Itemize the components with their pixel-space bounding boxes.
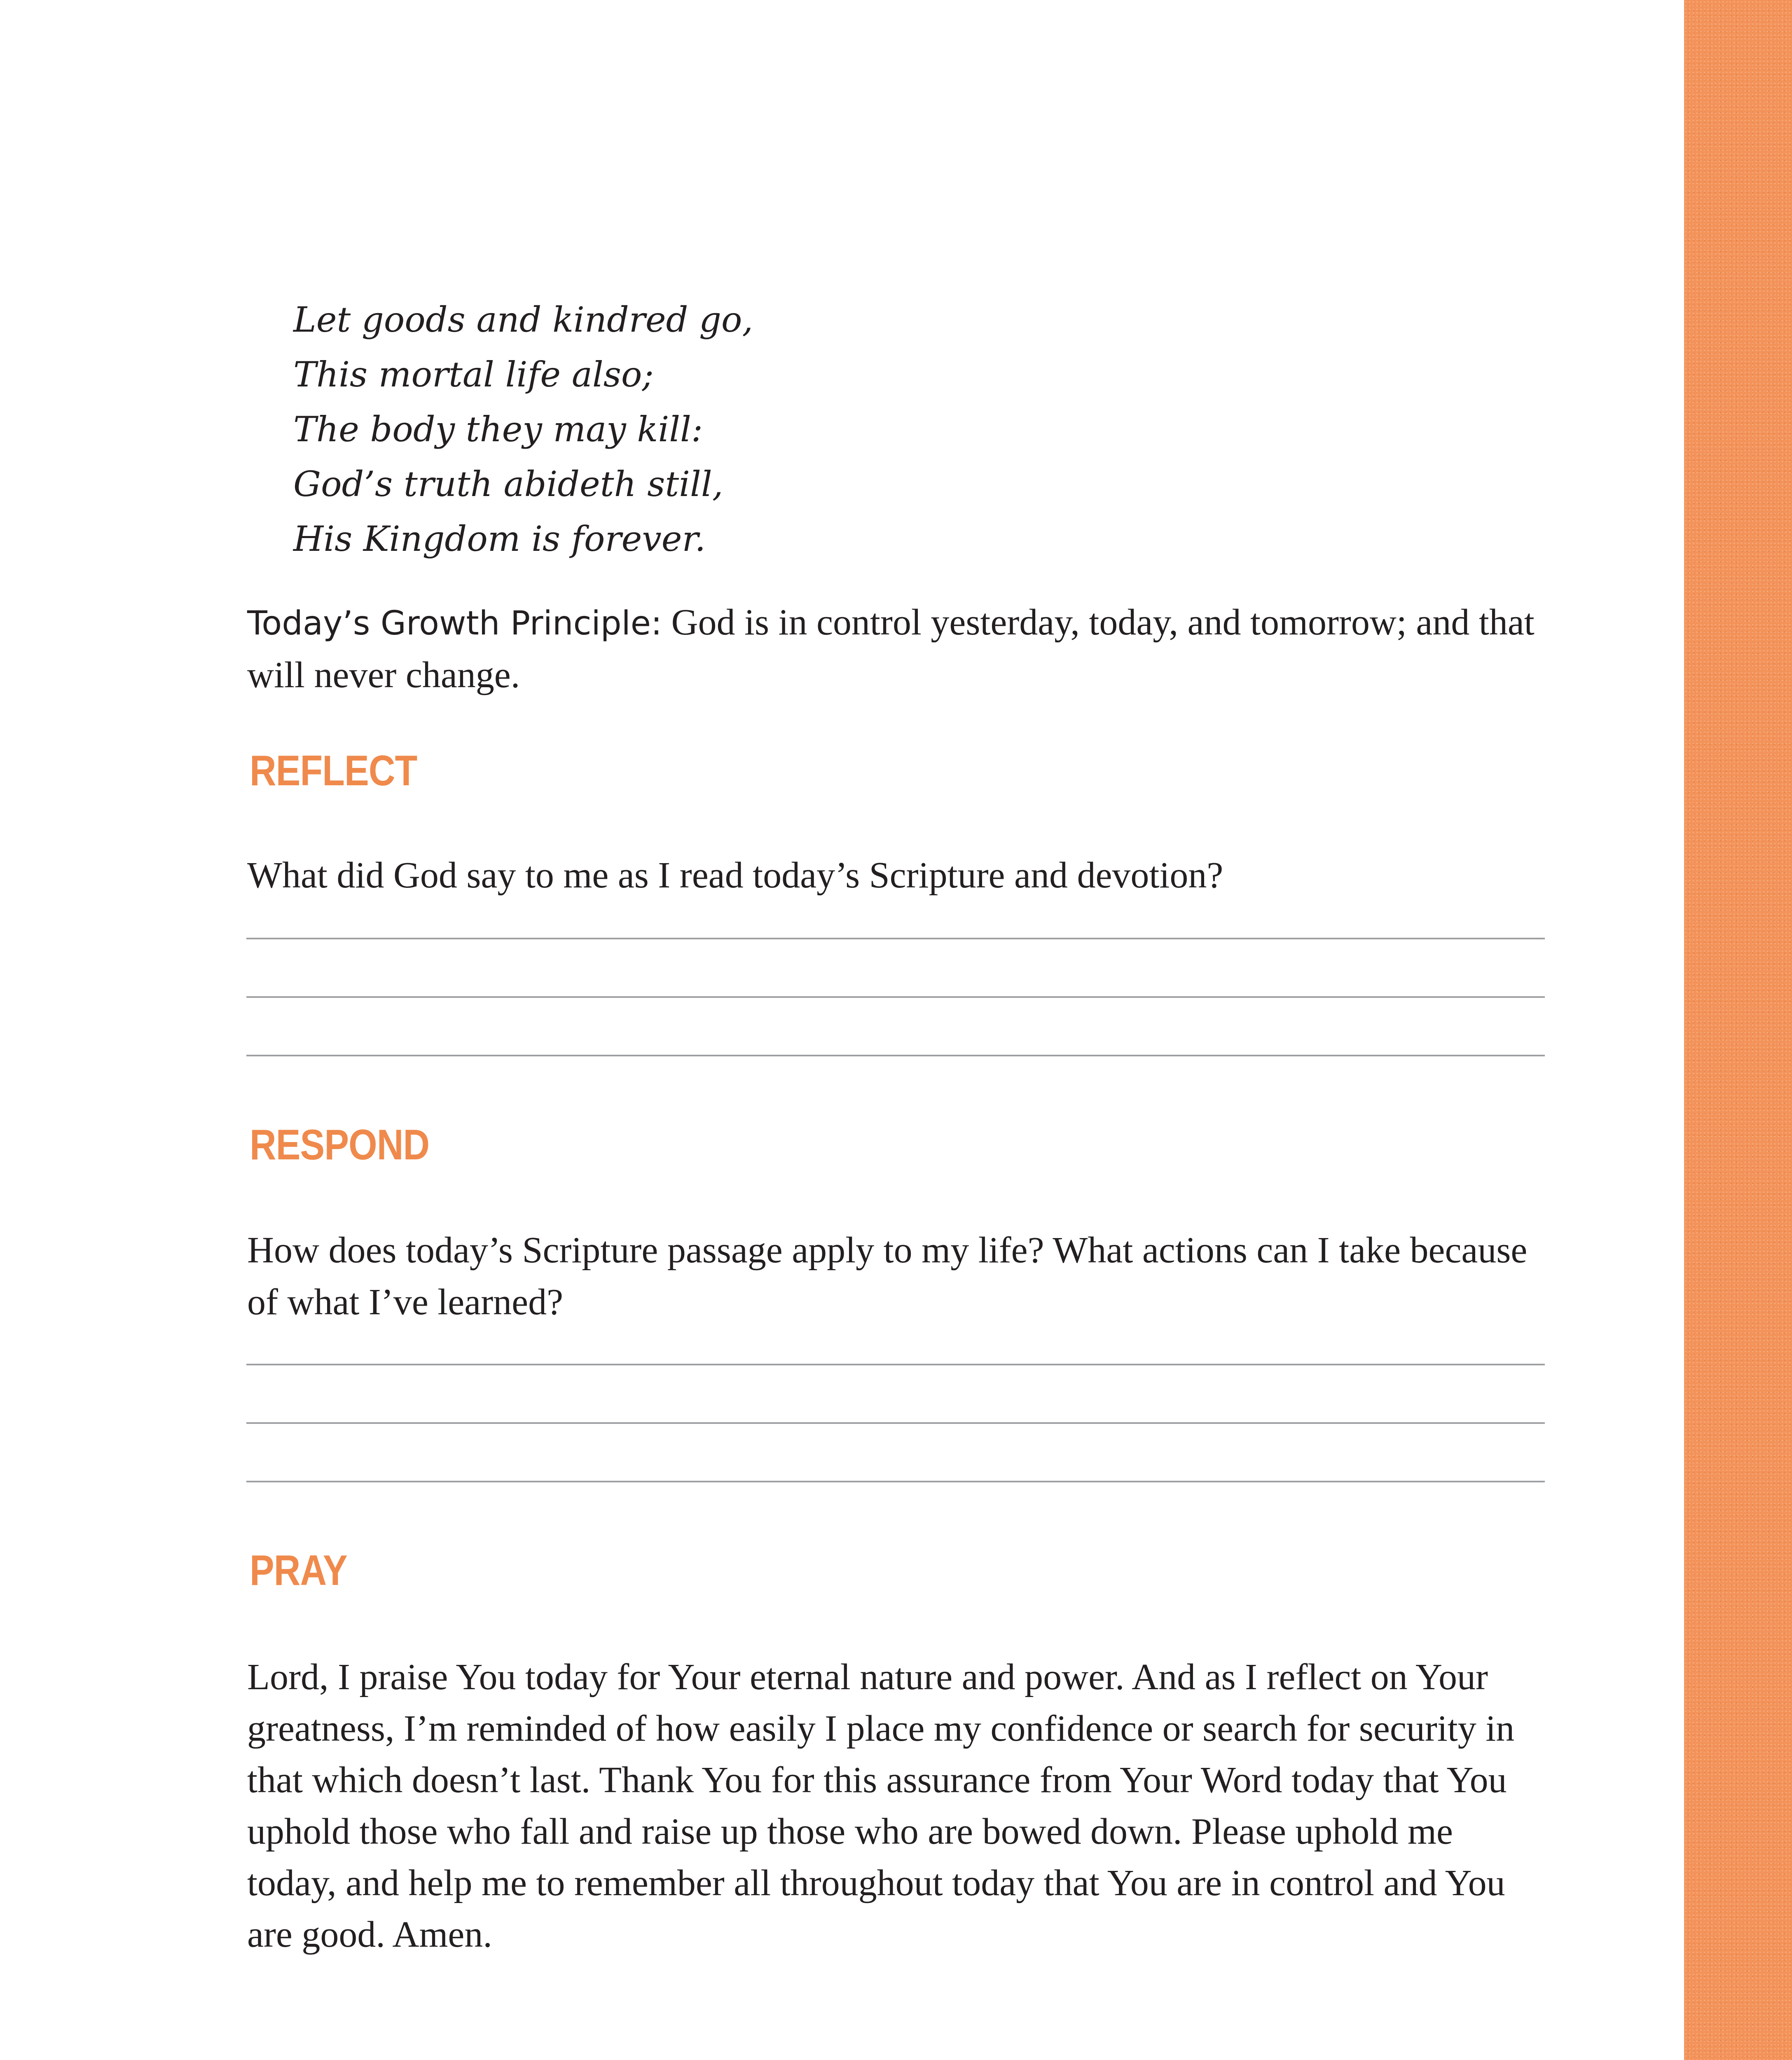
reflect-answer-line-3[interactable]	[246, 1055, 1545, 1056]
poem-line: Let goods and kindred go,	[293, 300, 753, 340]
poem-stanza	[293, 293, 753, 566]
respond-heading: RESPOND	[250, 1121, 430, 1169]
prayer-text: Lord, I praise You today for Your eternal nature and power. And as I reflect on Your greatness, I’m reminded of how easily I place my confidence or search for security in that which doesn’t last. Thank You for this assurance from Your Word today that You uphold those who fall and raise up those who are bowed down. Please uphold me today, and help me to remember all throughout today that You are in control and You are good. Amen.	[247, 1657, 1515, 1955]
reflect-answer-line-1[interactable]	[246, 938, 1545, 939]
growth-principle	[247, 597, 1549, 701]
decorative-side-band	[1684, 0, 1792, 2060]
reflect-answer-line-2[interactable]	[246, 996, 1545, 998]
respond-answer-line-1[interactable]	[246, 1364, 1545, 1365]
poem-line: God’s truth abideth still,	[293, 464, 723, 504]
respond-answer-line-3[interactable]	[246, 1481, 1545, 1482]
poem-line: This mortal life also;	[293, 354, 654, 395]
poem-line: The body they may kill:	[293, 409, 703, 449]
poem-line: His Kingdom is forever.	[293, 519, 706, 559]
growth-principle-text: God is in control yesterday, today, and tomorrow; and that will never change.	[247, 602, 1535, 695]
reflect-prompt: What did God say to me as I read today’s Scripture and devotion?	[247, 855, 1224, 896]
pray-heading: PRAY	[250, 1547, 347, 1594]
growth-principle-label: Today’s Growth Principle:	[247, 604, 662, 642]
reflect-heading: REFLECT	[250, 747, 417, 795]
respond-answer-line-2[interactable]	[246, 1422, 1545, 1424]
respond-prompt: How does today’s Scripture passage apply to my life? What actions can I take because of what I’ve learned?	[247, 1230, 1528, 1323]
